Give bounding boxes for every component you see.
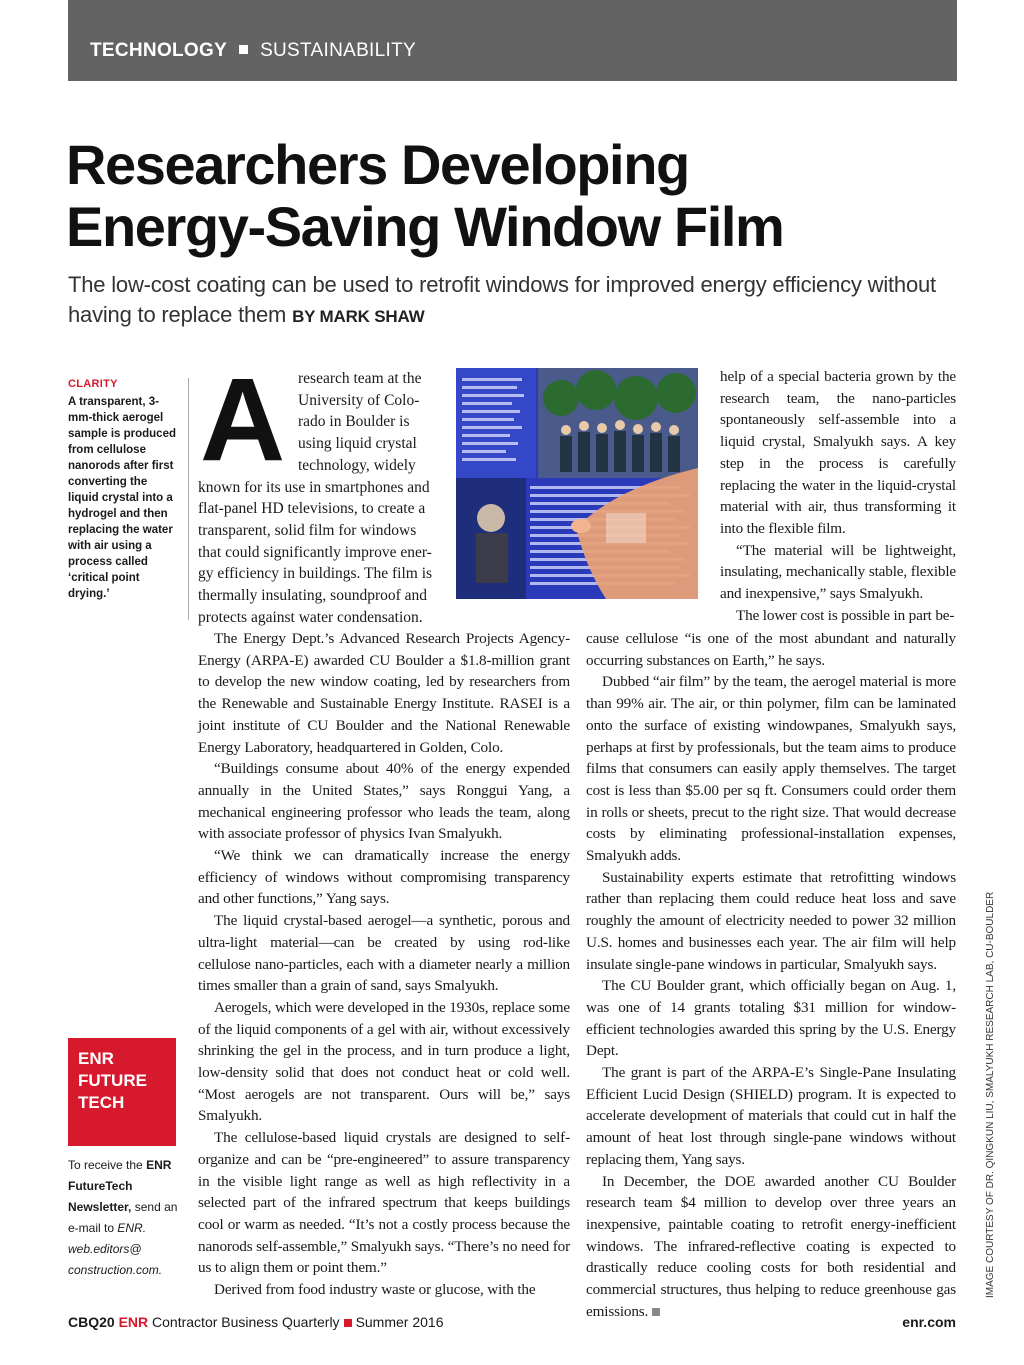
photo-caption-sidebar [68, 378, 178, 602]
brand-logo: ENR [118, 1314, 149, 1330]
lead-line: transparent, solid film for windows [198, 521, 417, 539]
paragraph: The cellulose-based liquid crystals are designed to self-organize and can be “pre-engineered” to assure transparency in the visible light range as well as high reflectivity in a selected part of the infrared spectrum that keeps buildings cool or warm as needed. “It’s not a costly process because the nanorods self-assemble,” Smalyukh says. “There’s no need for us to align them or point them.” [198, 1129, 570, 1277]
issue-date: Summer 2016 [355, 1314, 444, 1330]
paragraph: Derived from food industry waste or glucose, with the [214, 1281, 536, 1299]
paragraph: The lower cost is possible in part be- [736, 606, 955, 624]
paragraph: The CU Boulder grant, which officially began on Aug. 1, was one of 14 grants totaling $31 million for window-efficient technologies awarded this spring by the U.S. Energy Dept. [586, 977, 956, 1060]
headline-line-1: Researchers Developing [66, 133, 689, 196]
paragraph: “Buildings consume about 40% of the energy expended annually in the United States,” says Ronggui Yang, a mechanical engineering professor who leads the team, along with associate professor of physics Ivan Smalyukh. [198, 760, 570, 843]
headline-line-2: Energy-Saving Window Film [66, 195, 784, 258]
section-label [90, 40, 416, 62]
column-2-top [720, 366, 956, 626]
aerogel-photo [456, 368, 698, 599]
paragraph: The Energy Dept.’s Advanced Research Projects Agency-Energy (ARPA-E) awarded CU Boulder a $1.8-million grant to develop the new window coating, led by researchers from the Renewable and Sustainable Energy Institute. RASEI is a joint institute of CU Boulder and the National Renewable Energy Laboratory, headquartered in Golden, Colo. [198, 630, 570, 756]
site-link[interactable]: enr.com [902, 1314, 956, 1330]
paragraph: Aerogels, which were developed in the 1930s, replace some of the liquid components of a gel with air, without excessively shrinking the gel in the process, and in turn produce a light, low-density solid that does not conduct heat or cold well. “Most aerogels are not transparent. Ours will be,” says Smalyukh. [198, 998, 570, 1125]
column-2-body [586, 628, 956, 1323]
newsletter-intro: To receive the [68, 1158, 143, 1172]
lead-line: University of Colo- [298, 391, 420, 409]
lead-line: protects against water condensation. [198, 608, 423, 626]
lead-line: gy efficiency in buildings. The film is [198, 565, 433, 583]
paragraph: “The material will be lightweight, insulating, mechanically stable, flexible and inexpensive,” says Smalyukh. [720, 541, 956, 603]
drop-cap: A [200, 354, 286, 486]
photo-credit: IMAGE COURTESY OF DR. QINGKUN LIU, SMALYUKH RESEARCH LAB, CU-BOULDER [985, 891, 996, 1298]
badge-line: FUTURE [78, 1071, 147, 1090]
paragraph: cause cellulose “is one of the most abundant and naturally occurring substances on Earth,” he says. [586, 630, 956, 669]
section-name: TECHNOLOGY [90, 40, 228, 61]
badge-line: TECH [78, 1093, 125, 1112]
paragraph: “We think we can dramatically increase the energy efficiency of windows without compromising transparency and other functions,” Yang says. [198, 847, 570, 908]
photo-illustration [456, 368, 698, 599]
deck [68, 270, 968, 332]
lead-line: using liquid crystal [298, 435, 417, 453]
paragraph: The liquid crystal-based aerogel—a synthetic, porous and ultra-light material—can be created by using rod-like cellulose nano-particles, each with a diameter nearly a million times smaller than a grain of sand, says Smalyukh. [198, 912, 570, 995]
paragraph: Sustainability experts estimate that retrofitting windows rather than replacing them could reduce heat loss and save roughly the amount of electricity needed to power 32 million U.S. homes and businesses each year. The air film will help insulate single-pane windows in particular, Smalyukh says. [586, 868, 956, 973]
subsection-name: SUSTAINABILITY [260, 40, 416, 61]
separator-square [239, 45, 248, 54]
caption-label: CLARITY [68, 378, 118, 390]
paragraph: The grant is part of the ARPA-E’s Single-Pane Insulating Efficient Lucid Design (SHIELD) program. It is expected to accelerate development of materials that could cut in half the amount of heat lost through single-pane windows without replacing them, Yang says. [586, 1064, 956, 1168]
paragraph [586, 1171, 956, 1323]
separator-square [344, 1319, 352, 1327]
caption-text: A transparent, 3-mm-thick aerogel sample is produced from cellulose nanorods after first converting the liquid crystal into a hydrogel and then replacing the water with air using a process called ‘critical point drying.’ [68, 396, 177, 600]
column-1-body [198, 628, 570, 1301]
paragraph: Dubbed “air film” by the team, the aerogel material is more than 99% air. The air, or thin polymer, film can be laminated onto the surface of existing windowpanes, Smalyukh says, perhaps at first by professionals, but the team aims to produce films that consumers can easily apply themselves. The target cost is less than $5.00 per sq ft. Consumers could order them in rolls or sheets, precut to the right size. That would decrease costs by eliminating professional-installation expenses, Smalyukh adds. [586, 673, 956, 865]
lead-line: flat-panel HD televisions, to create a [198, 500, 426, 518]
deck-text: The low-cost coating can be used to retrofit windows for improved energy efficiency without having to replace them [68, 272, 936, 327]
enr-future-tech-badge [68, 1038, 176, 1146]
paragraph-text: In December, the DOE awarded another CU Boulder research team $4 million to develop over three years an inexpensive, paintable coating to retrofit energy-inefficient windows. The infrared-reflective coating is expected to drastically reduce cooling costs for both residential and commercial structures, thus helping to reduce greenhouse gas emissions. [586, 1172, 956, 1320]
sidebar-divider [188, 378, 189, 620]
newsletter-name: ENR FutureTech Newsletter, [68, 1158, 172, 1214]
page-footer [68, 1314, 956, 1330]
byline: BY MARK SHAW [292, 307, 425, 326]
badge-line: ENR [78, 1049, 114, 1068]
publication-name: Contractor Business Quarterly [152, 1314, 340, 1330]
section-header-bar [68, 0, 957, 81]
headline [66, 134, 996, 258]
newsletter-email[interactable]: ENR. web.editors@ construction.com. [68, 1221, 163, 1277]
newsletter-promo [68, 1155, 178, 1281]
lead-line: research team at the [298, 370, 422, 387]
lead-line: technology, widely [298, 456, 416, 474]
lead-line: rado in Boulder is [298, 413, 410, 431]
newsletter-send: send an e-mail to [68, 1200, 178, 1235]
lead-line: thermally insulating, soundproof and [198, 587, 428, 604]
lead-line: known for its use in smartphones and [198, 478, 430, 496]
lead-line: that could significantly improve ener- [198, 543, 432, 561]
paragraph: help of a special bacteria grown by the research team, the nano-particles spontaneously self-assemble into a liquid crystal, Smalyukh says. A key step in the process is carefully replacing the water in the liquid-crystal material with air, thus transforming it into the flexible film. [720, 368, 956, 537]
page-number: CBQ20 [68, 1314, 115, 1330]
